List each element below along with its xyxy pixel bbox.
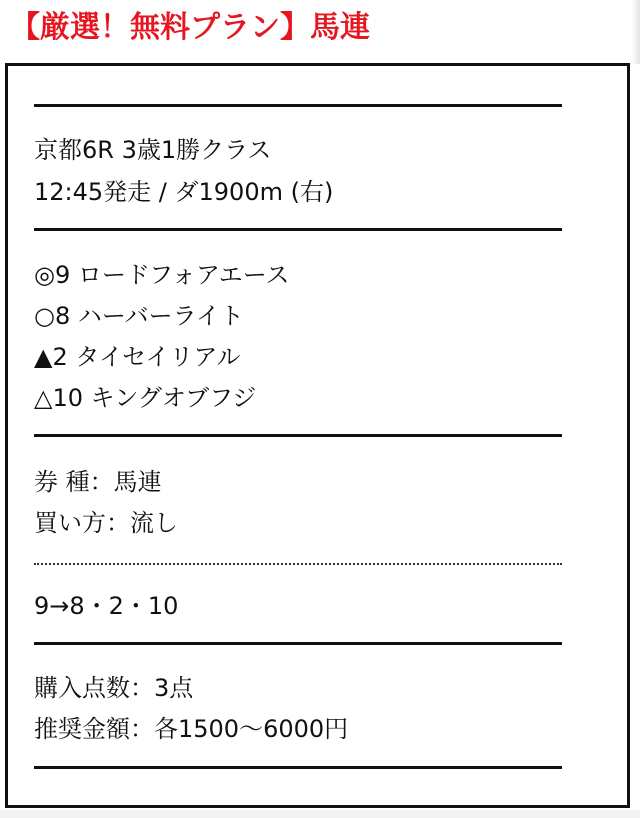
pick-tanana: ▲2 タイセイリアル bbox=[34, 343, 241, 371]
plan-title: 【厳選！無料プラン】馬連 bbox=[10, 10, 370, 45]
page-bottom-edge bbox=[0, 810, 640, 818]
section-divider bbox=[34, 104, 562, 107]
section-divider bbox=[34, 642, 562, 645]
recommended-amount: 推奨金額：各1500〜6000円 bbox=[34, 715, 349, 743]
section-divider bbox=[34, 228, 562, 231]
race-time-course: 12:45発走 / ダ1900m (右) bbox=[34, 178, 334, 206]
scroll-edge bbox=[632, 0, 640, 64]
bet-type: 券 種：馬連 bbox=[34, 468, 162, 496]
pick-renka: △10 キングオブフジ bbox=[34, 384, 257, 412]
bet-combination: 9→8・2・10 bbox=[34, 592, 179, 620]
pick-taikou: ○8 ハーバーライト bbox=[34, 302, 244, 330]
dotted-divider bbox=[34, 563, 562, 565]
prediction-card bbox=[5, 63, 630, 808]
section-divider bbox=[34, 766, 562, 769]
section-divider bbox=[34, 434, 562, 437]
bet-method: 買い方：流し bbox=[34, 509, 178, 537]
purchase-points: 購入点数：3点 bbox=[34, 674, 194, 702]
race-name: 京都6R 3歳1勝クラス bbox=[34, 136, 272, 164]
pick-honmei: ◎9 ロードフォアエース bbox=[34, 261, 290, 289]
